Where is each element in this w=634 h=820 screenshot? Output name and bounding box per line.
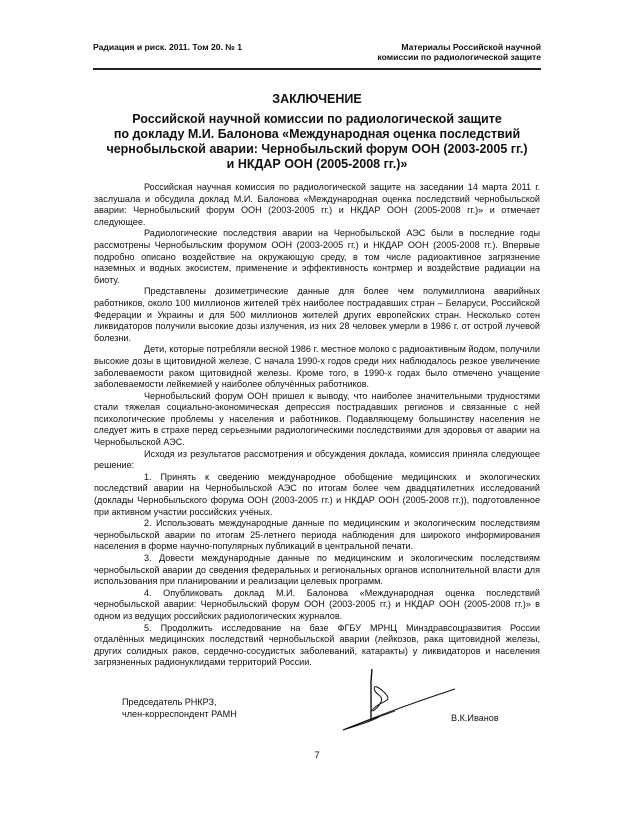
section-header-line2: комиссии по радиологической защите: [377, 52, 541, 62]
decision-item: 2. Использовать международные данные по медицинским и экологическим последствиям чернобыльской аварии по итогам 25-летнего периода наблюдения для широкого информирования населения в форме научно-популярных публикаций в центральной печати.: [94, 518, 540, 552]
signatory-position: [122, 696, 237, 720]
page-number: 7: [314, 750, 320, 761]
decision-item: 4. Опубликовать доклад М.И. Балонова «Международная оценка последствий чернобыльской аварии: Чернобыльский форум ООН (2003-2005 гг.) и НКДАР ООН (2005-2008 гг.)» в одном из ведущих российских радиологических журналов.: [94, 587, 540, 621]
document-title: ЗАКЛЮЧЕНИЕ: [272, 92, 362, 106]
subtitle-line: по докладу М.И. Балонова «Международная оценка последствий: [113, 127, 521, 141]
decision-item: 5. Продолжить исследование на базе ФГБУ МРНЦ Минздравсоцразвития России отдалённых медицинских последствий чернобыльской аварии (лейкозов, рака щитовидной железы, других солидных раков, сердечно-сосудистых заболеваний, катаракты) у ликвидаторов и населения загрязненных радионуклидами территорий России.: [94, 622, 540, 668]
subtitle-line: чернобыльской аварии: Чернобыльский форум ООН (2003-2005 гг.): [106, 142, 528, 156]
paragraph: Исходя из результатов рассмотрения и обсуждения доклада, комиссия приняла следующее решение:: [94, 448, 540, 471]
document-body: [94, 182, 540, 669]
paragraph: Чернобыльский форум ООН пришел к выводу, что наиболее значительными трудностями стали тяжелая социально-экономическая депрессия пострадавших регионов и связанные с ней психологические проблемы у населения и работников. Подавляющему большинству населения не следует жить в страхе перед серьезными радиологическими последствиями для здоровья от аварии на Чернобыльской АЭС.: [94, 390, 540, 448]
header-rule: [93, 68, 541, 70]
paragraph: Представлены дозиметрические данные для более чем полумиллиона аварийных работников, около 100 миллионов жителей трёх наиболее пострадавших стран – Беларуси, Российской Федерации и Украины и для 500 миллионов жителей других европейских стран. Несколько сотен ликвидаторов получили высокие дозы излучения, из них 28 человек умерли в 1986 г. от острой лучевой болезни.: [94, 286, 540, 343]
subtitle-line: Российской научной комиссии по радиологической защите: [132, 112, 502, 126]
section-header: [377, 42, 541, 62]
decision-item: 3. Довести международные данные по медицинским и экологическим последствиям чернобыльской аварии до сведения федеральных и региональных органов исполнительной власти для использования при планировании и реализации целевых программ.: [94, 553, 540, 587]
decision-item: 1. Принять к сведению международное обобщение медицинских и экологических последствий аварии на Чернобыльской АЭС по итогам более чем двадцатилетних исследований (доклады Чернобыльского форума ООН (2003-2005 гг.) и НКДАР ООН (2005-2008 гг.)), подготовленное при активном участии российских учёных.: [94, 471, 540, 517]
paragraph: Российская научная комиссия по радиологической защите на заседании 14 марта 2011 г. заслушала и обсудила доклад М.И. Балонова «Международная оценка последствий чернобыльской аварии: Чернобыльский форум ООН (2003-2005 гг.) и НКДАР ООН (2005-2008 гг.)» и отмечает следующее.: [94, 182, 540, 227]
paragraph: Дети, которые потребляли весной 1986 г. местное молоко с радиоактивным йодом, получили высокие дозы в щитовидной железе. С начала 1990-х годов среди них наблюдалось резкое увеличение заболеваемости раком щитовидной железы. Кроме того, в 1990-х годах было отмечено учащение заболеваемости лейкемией у наиболее облучённых работников.: [94, 344, 540, 390]
position-line: Председатель РНКРЗ,: [122, 697, 217, 707]
journal-header: Радиация и риск. 2011. Том 20. № 1: [93, 42, 243, 52]
paragraph: Радиологические последствия аварии на Чернобыльской АЭС были в последние годы рассмотрены Чернобыльским форумом ООН (2003-2005 гг.) и НКДАР ООН (2005-2008 гг.). Впервые подробно описано воздействие на окружающую среду, в том числе радиоактивное загрязнение наземных и водных экосистем, применение и эффективность контрмер и воздействие радиации на биоту.: [94, 228, 540, 285]
handwritten-signature-icon: [335, 667, 465, 737]
subtitle-line: и НКДАР ООН (2005-2008 гг.)»: [226, 157, 408, 171]
section-header-line1: Материалы Российской научной: [401, 42, 541, 52]
document-subtitle: [80, 112, 554, 172]
position-line: член-корреспондент РАМН: [122, 709, 237, 719]
signatory-name: В.К.Иванов: [451, 713, 499, 723]
